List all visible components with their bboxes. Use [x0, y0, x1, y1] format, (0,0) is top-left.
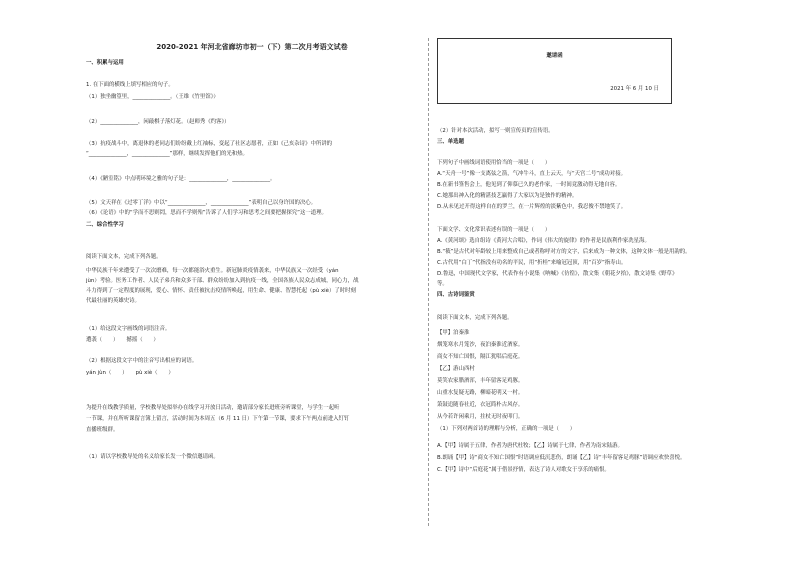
right-text-line: 阅读下面文本，完成下列各题。	[437, 315, 513, 321]
left-text-line: 遭袭（ ） 撼摇（ ）	[86, 337, 159, 343]
left-text-line: （5）文天祥在《过零丁洋》中以“______________，______________”表明自己以身许国的决心。	[86, 200, 317, 206]
left-text-line: 为提升在线教学质量，学校教导处拟举办在线学习开放日活动，邀请部分家长进班旁听课堂，与学生一起听	[86, 405, 340, 411]
left-text-line: yán jùn（ ） pù xiè（ ）	[86, 370, 174, 376]
right-text-line: C.古代用“白丁”代指没有功名的平民，用“折桂”来喻冠冠顶，用“百岁”指寿山。	[437, 260, 627, 266]
invitation-box	[437, 38, 672, 104]
right-text-line: C.她那出神入化的精湛技艺赢得了大家以为是独作的精神。	[437, 193, 578, 199]
right-text-line: D.鲁迅，中国现代文学家，代表作有小说集《呐喊》《彷徨》，散文集《朝花夕拾》，散文诗集《野草》	[437, 271, 678, 277]
left-text-line: 1. 在下面的横线上填写相应的句子。	[86, 82, 174, 88]
right-text-line: 山重水复疑无路，柳暗花明又一村。	[437, 390, 524, 396]
left-text-line: （1）给这段文字画线的词语注音。	[86, 326, 171, 332]
column-divider	[428, 38, 429, 526]
right-text-line: 等。	[437, 281, 448, 287]
left-text-line: 阅读下面文本，完成下列各题。	[86, 254, 162, 260]
right-text-line: 从今若许闲乘月，拄杖无时夜叩门。	[437, 414, 524, 420]
right-text-line: 箫鼓追随春社近，衣冠简朴古风存。	[437, 402, 524, 408]
right-text-line: A.《黄河颂》选自组诗《黄河大合唱》，作词《伟大的旋律》的作者是民族利作家冼星海。	[437, 238, 650, 244]
left-text-line: （2）根据这段文字中的注音写出相应的词语。	[86, 358, 198, 364]
left-text-line: 代最壮丽的英雄史诗。	[86, 298, 140, 304]
invitation-heading: 邀请函	[546, 53, 563, 59]
left-text-line: “______________，______________”那样，继续发挥他们的光和热。	[86, 151, 248, 157]
exam-title: 2020-2021 年河北省廊坊市初一（下）第二次月考语文试卷	[156, 43, 348, 51]
left-text-line: 中华民族千年来遭受了一次次磨难，每一次都能浴火重生。新冠肺炎疫情袭来，中华民族又一次经受（yán	[86, 268, 339, 274]
left-text-line: 直播班级群。	[86, 427, 119, 433]
left-text-line: 斗力得到了一定程度的展现，爱心、情怀、责任被抗击疫情所唤起，用生命、健康、智慧托起（pù xiè）了时时刻	[86, 288, 356, 294]
right-text-line: 下面文学、文化常识表述有误的一项是（ ）	[437, 227, 551, 233]
right-section-heading: 四、古诗词鉴赏	[437, 292, 475, 298]
right-text-line: 莫笑农家腊酒浑，丰年留客足鸡豚。	[437, 378, 524, 384]
right-text-line: 烟笼寒水月笼沙，夜泊秦淮近酒家。	[437, 342, 524, 348]
left-text-line: （1）请以学校教导处的名义给家长发一个微信邀请函。	[86, 454, 219, 460]
right-text-line: 【甲】泊秦淮	[437, 330, 470, 336]
invitation-date: 2021 年 6 月 10 日	[610, 85, 659, 92]
right-text-line: 下列句子中画线词语使用恰当的一项是（ ）	[437, 160, 551, 166]
right-text-line: D.从未见过开得这样自在的罗兰，在一片辉煌的淡紫色中，我忍俊不禁地笑了。	[437, 204, 627, 210]
right-text-line: 【乙】游山西村	[437, 366, 475, 372]
left-section-heading: 一、积累与运用	[86, 60, 124, 66]
left-text-line: （2）______________，闲敲棋子落灯花。（赵师秀《约客》）	[86, 119, 230, 125]
left-section-heading: 二、综合性学习	[86, 222, 124, 228]
left-text-line: 一节课，并在所听课留言簿上留言，活动时间为本周五（6 月 11 日）下午第一节课，要求下午两点前进入钉钉	[86, 416, 350, 422]
left-text-line: （1）独坐幽篁里，______________。（王维《竹里馆》）	[86, 94, 219, 100]
right-text-line: A.【甲】诗属于五律，作者为唐代杜牧；【乙】诗属于七律，作者为南宋陆游。	[437, 443, 623, 449]
left-text-line: （3）抗疫战斗中，离退休的老同志们纷纷戴上红袖标，变起了社区志愿者，正如《己亥杂诗》中所讲的	[86, 141, 333, 147]
right-text-line: B.朗诵【甲】诗“商女不知亡国恨”时语调应低沉悲伤，朗诵【乙】诗“丰年留客足鸡豚”语调应欢快喜悦。	[437, 455, 686, 461]
right-text-line: B.“筱”是古代对年龄较上用来整成自己或者称呼对方的文字，后来成为一种文体，这种文体一般是用韵的。	[437, 249, 691, 255]
right-text-line: B.在新书签售会上，他见到了仰慕已久的老作家，一时间竟激动得无地自容。	[437, 182, 621, 188]
left-text-line: （6）《论语》中的“学而不思则罔，思而不学则殆”告诉了人们学习和思考之间要把握探究”这一道理。	[86, 210, 327, 216]
right-text-line: （1）下列对两首诗的理解与分析，正确的一项是（ ）	[437, 426, 576, 432]
right-section-heading: 三、单选题	[437, 139, 464, 145]
right-text-line: （2）针对本次活动，拟写一则宣传页的宣传语。	[437, 128, 554, 134]
left-text-line: jùn）考验。医务工作者、人民子弟兵和众多干部、群众纷纷加入到抗疫一线，全国各族人民众志成城，同心力，战	[86, 278, 359, 284]
right-text-line: 商女不知亡国恨，隔江犹唱后庭花。	[437, 354, 524, 360]
right-text-line: A.“天舟一号”像一支离弦之箭，气冲牛斗，直上云天，与“天宫二号”成功对接。	[437, 171, 626, 177]
right-text-line: C.【甲】诗中“后庭花”属于借景抒情，表达了诗人对歌女于享乐的痛恨。	[437, 467, 610, 473]
left-text-line: （4）《陋室铭》中点明环境之雅的句子是：______________，______________。	[86, 176, 276, 182]
